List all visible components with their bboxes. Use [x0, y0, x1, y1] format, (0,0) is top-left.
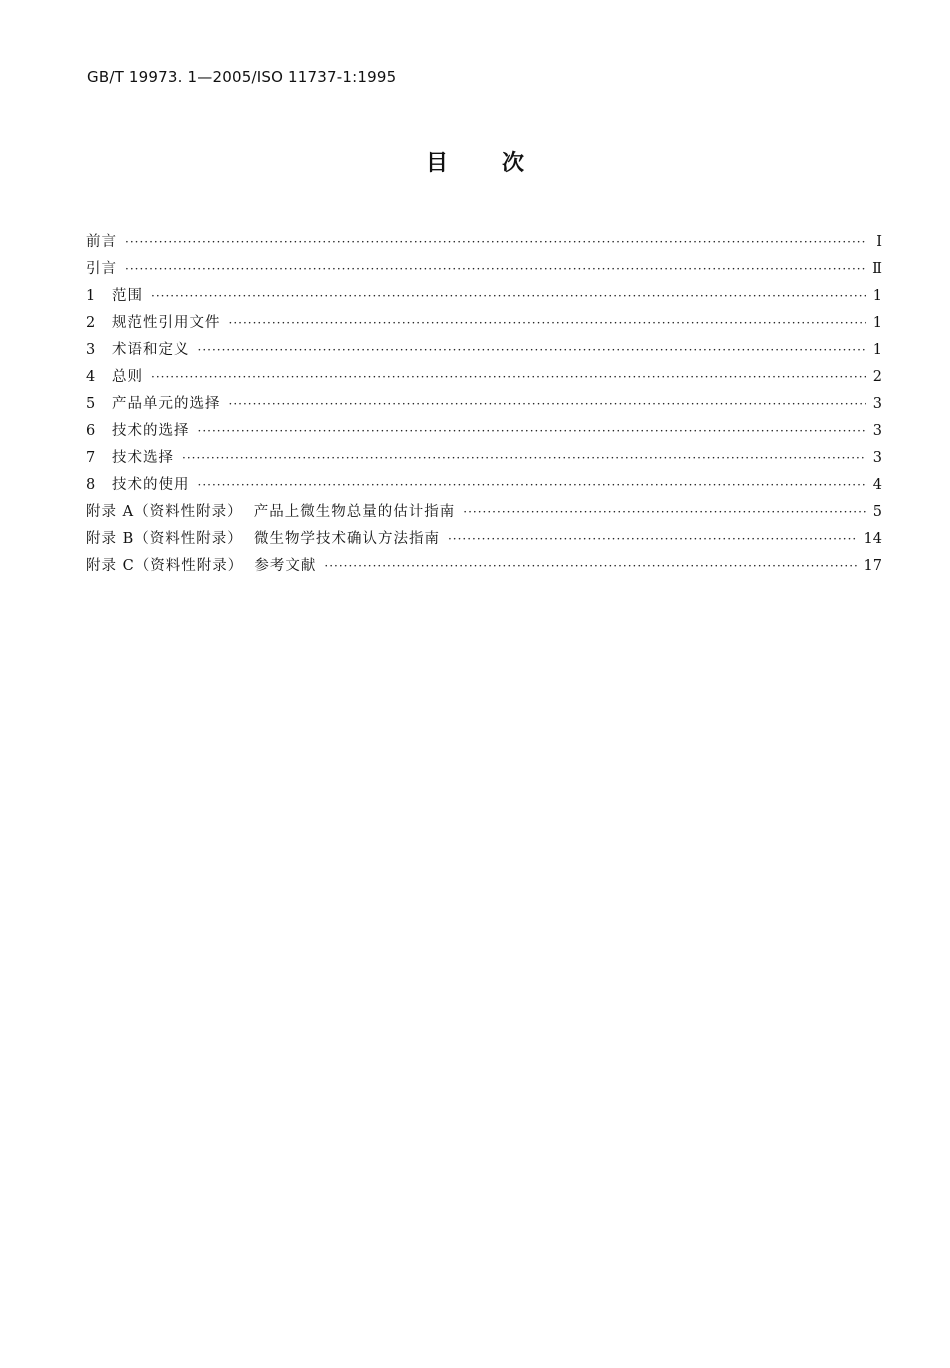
- toc-entry[interactable]: [86, 499, 882, 526]
- toc-entry-label: 技术选择: [112, 450, 174, 466]
- toc-entry-page: Ⅱ: [872, 261, 882, 277]
- standard-number: GB/T 19973. 1—2005/ISO 11737-1:1995: [87, 68, 397, 86]
- toc-entry[interactable]: [86, 364, 882, 391]
- toc-entry-label: 术语和定义: [112, 342, 190, 358]
- toc-entry-number: 3: [86, 342, 96, 358]
- toc-leader-dots: [182, 445, 866, 472]
- toc-entry-label: 规范性引用文件: [112, 315, 221, 331]
- toc-entry-label: 前言: [86, 234, 117, 250]
- toc-leader-dots: [125, 256, 866, 283]
- toc-entry-page: 14: [863, 531, 882, 547]
- toc-entry-number: 5: [86, 396, 96, 412]
- toc-entry-page: 3: [872, 450, 882, 466]
- toc-entry[interactable]: [86, 445, 882, 472]
- toc-entry-number: 8: [86, 477, 96, 493]
- toc-entry-label: 附录 A（资料性附录） 产品上微生物总量的估计指南: [86, 504, 456, 520]
- toc-entry[interactable]: [86, 310, 882, 337]
- toc-entry[interactable]: [86, 391, 882, 418]
- table-of-contents: [86, 229, 882, 580]
- toc-leader-dots: [324, 553, 857, 580]
- toc-entry[interactable]: [86, 553, 882, 580]
- toc-leader-dots: [151, 283, 866, 310]
- toc-entry-page: 1: [872, 315, 882, 331]
- toc-entry-page: 3: [872, 396, 882, 412]
- toc-entry-number: 2: [86, 315, 96, 331]
- toc-entry[interactable]: [86, 418, 882, 445]
- toc-entry-label: 附录 B（资料性附录） 微生物学技术确认方法指南: [86, 531, 440, 547]
- page-title: 目次: [425, 151, 578, 176]
- toc-entry-number: 7: [86, 450, 96, 466]
- toc-entry-page: 17: [863, 558, 882, 574]
- toc-leader-dots: [151, 364, 866, 391]
- toc-entry-page: Ⅰ: [876, 234, 882, 250]
- toc-leader-dots: [448, 526, 858, 553]
- toc-entry-label: 技术的使用: [112, 477, 190, 493]
- toc-entry[interactable]: [86, 256, 882, 283]
- toc-entry-number: 1: [86, 288, 96, 304]
- toc-leader-dots: [198, 337, 867, 364]
- toc-entry-label: 技术的选择: [112, 423, 190, 439]
- toc-entry-label: 范围: [112, 288, 143, 304]
- toc-entry-page: 3: [872, 423, 882, 439]
- toc-entry[interactable]: [86, 283, 882, 310]
- toc-leader-dots: [125, 229, 866, 256]
- toc-entry-label: 引言: [86, 261, 117, 277]
- toc-entry[interactable]: [86, 229, 882, 256]
- toc-entry-label: 总则: [112, 369, 143, 385]
- toc-entry[interactable]: [86, 526, 882, 553]
- toc-entry-label: 附录 C（资料性附录） 参考文献: [86, 558, 317, 574]
- toc-entry-page: 1: [872, 342, 882, 358]
- toc-leader-dots: [229, 391, 867, 418]
- toc-entry[interactable]: [86, 472, 882, 499]
- toc-entry-number: 4: [86, 369, 96, 385]
- toc-leader-dots: [229, 310, 867, 337]
- toc-entry[interactable]: [86, 337, 882, 364]
- toc-entry-page: 1: [872, 288, 882, 304]
- toc-entry-page: 4: [872, 477, 882, 493]
- toc-leader-dots: [463, 499, 866, 526]
- toc-entry-number: 6: [86, 423, 96, 439]
- toc-leader-dots: [198, 472, 867, 499]
- toc-entry-page: 2: [872, 369, 882, 385]
- toc-entry-page: 5: [872, 504, 882, 520]
- toc-entry-label: 产品单元的选择: [112, 396, 221, 412]
- toc-leader-dots: [198, 418, 867, 445]
